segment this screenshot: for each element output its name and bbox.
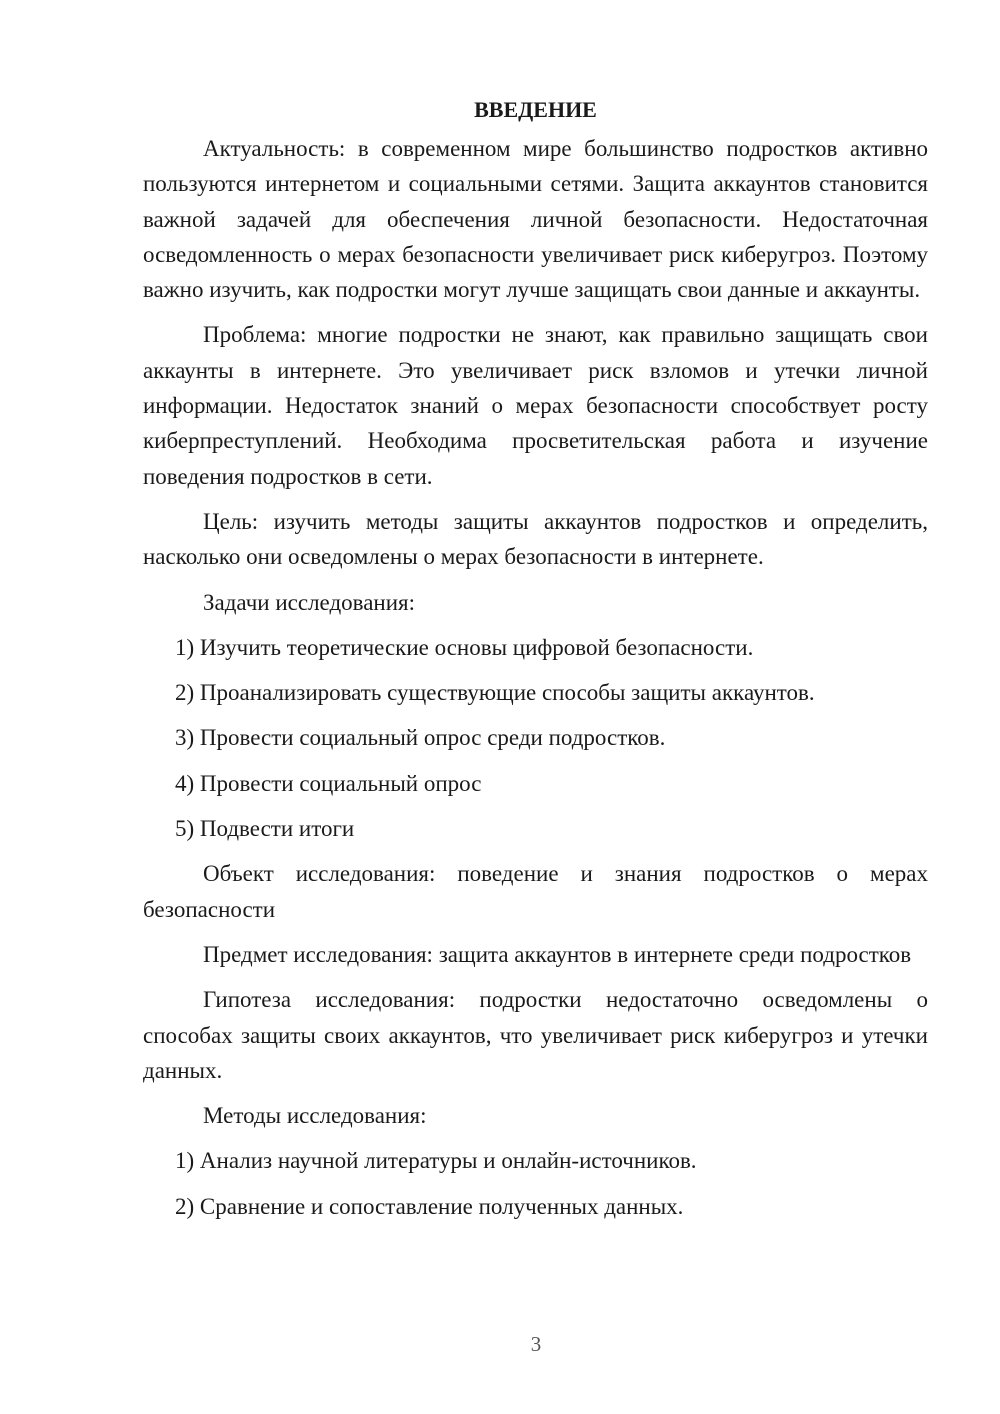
- subject-paragraph: Предмет исследования: защита аккаунтов в интернете среди подростков: [203, 941, 912, 967]
- relevance-paragraph: Актуальность: в современном мире большинство подростков активно пользуются интернетом и социальными сетями. Защита аккаунтов становится важной задачей для обеспечения личной безопасности. Недостаточная осведомленность о мерах безопасности увеличивает риск киберугроз. Поэтому важно изучить, как подростки могут лучше защищать свои данные и аккаунты.: [143, 136, 928, 303]
- object-paragraph: Объект исследования: поведение и знания подростков о мерах безопасности: [143, 861, 928, 922]
- task-item: 3) Провести социальный опрос среди подростков.: [175, 725, 666, 751]
- document-page: [143, 92, 928, 1234]
- methods-heading: Методы исследования:: [203, 1103, 427, 1129]
- hypothesis-paragraph: Гипотеза исследования: подростки недостаточно осведомлены о способах защиты своих аккаунтов, что увеличивает риск киберугроз и утечки данных.: [143, 987, 928, 1083]
- task-item: 4) Провести социальный опрос: [175, 770, 482, 796]
- goal-paragraph: Цель: изучить методы защиты аккаунтов подростков и определить, насколько они осведомлены о мерах безопасности в интернете.: [143, 508, 928, 570]
- task-item: 5) Подвести итоги: [175, 816, 355, 842]
- task-item: 2) Проанализировать существующие способы защиты аккаунтов.: [175, 680, 815, 706]
- problem-paragraph: Проблема: многие подростки не знают, как правильно защищать свои аккаунты в интернете. Это увеличивает риск взломов и утечки личной информации. Недостаток знаний о мерах безопасности способствует росту киберпреступлений. Необходима просветительская работа и изучение поведения подростков в сети.: [143, 322, 928, 489]
- tasks-heading: Задачи исследования:: [203, 589, 416, 615]
- page-title: ВВЕДЕНИЕ: [474, 97, 597, 122]
- page-number: 3: [530, 1332, 542, 1356]
- method-item: 2) Сравнение и сопоставление полученных данных.: [175, 1193, 684, 1219]
- task-item: 1) Изучить теоретические основы цифровой безопасности.: [175, 634, 754, 660]
- method-item: 1) Анализ научной литературы и онлайн-источников.: [175, 1148, 697, 1174]
